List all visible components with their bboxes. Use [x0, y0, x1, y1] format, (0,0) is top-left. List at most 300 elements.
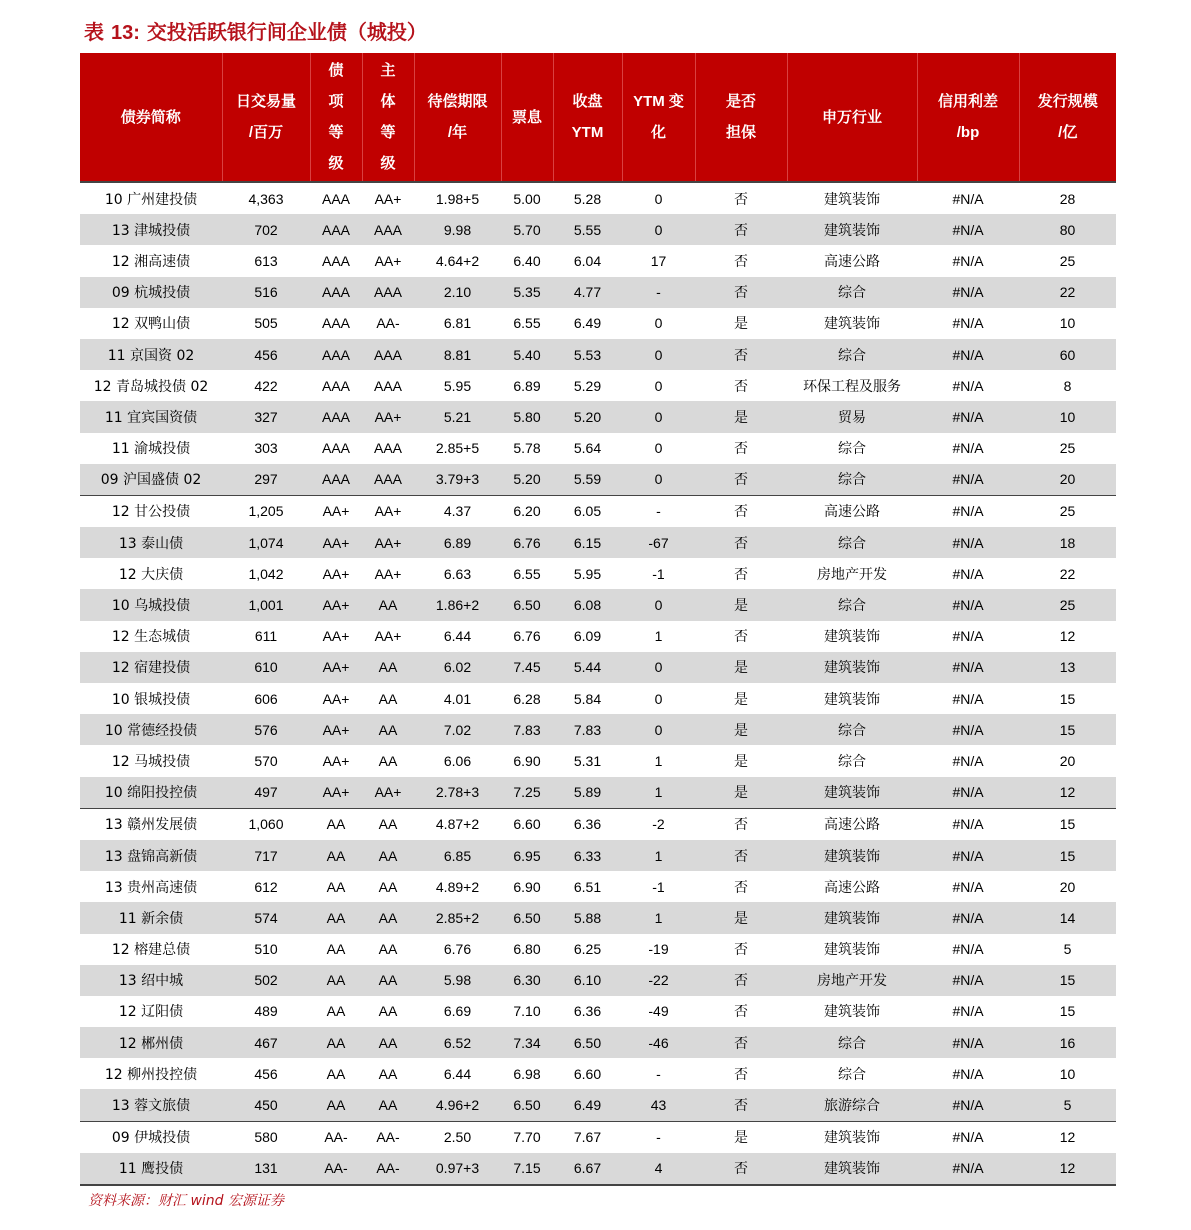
header-daily-volume [222, 53, 310, 182]
cell-ytm-change: 1 [622, 777, 695, 809]
header-guarantee-content [696, 53, 787, 181]
cell-guarantee: 是 [695, 777, 787, 809]
cell-spread: #N/A [952, 252, 984, 269]
cell-guarantee: 是 [695, 652, 787, 683]
cell-maturity: 4.96+2 [414, 1089, 501, 1121]
cell-ytm-change: -46 [622, 1027, 695, 1058]
cell-bond-rating: AA [310, 1027, 362, 1058]
cell-name: 12 宿建投债 [80, 652, 222, 683]
cell-name: 10 常德经投债 [80, 714, 222, 745]
cell-industry: 建筑装饰 [787, 840, 917, 871]
cell-industry: 建筑装饰 [787, 1121, 917, 1153]
cell-industry: 综合 [838, 1066, 866, 1083]
cell-issuer-rating: AA [378, 878, 398, 895]
cell-industry: 建筑装饰 [787, 777, 917, 809]
cell-maturity: 2.85+2 [414, 902, 501, 933]
table-row [80, 401, 1116, 432]
cell-guarantee: 是 [695, 1121, 787, 1153]
header-name [80, 53, 222, 182]
cell-ytm: 5.59 [553, 464, 622, 496]
cell-bond-rating: AAA [310, 339, 362, 370]
cell-guarantee: 否 [695, 277, 787, 308]
source-note: 资料来源：财汇 wind 宏源证券 [88, 1193, 284, 1209]
cell-issuer-rating: AAA [362, 214, 414, 245]
cell-name: 09 沪国盛债 02 [80, 464, 222, 496]
cell-ytm: 6.51 [573, 878, 602, 895]
cell-guarantee: 否 [734, 629, 748, 646]
cell-name: 12 辽阳债 [118, 1004, 184, 1021]
cell-size: 10 [1059, 1065, 1076, 1082]
cell-guarantee: 否 [695, 495, 787, 527]
cell-issuer-rating: AA [378, 690, 398, 707]
cell-size: 80 [1019, 214, 1116, 245]
cell-volume: 611 [254, 628, 278, 645]
header-bond-rating [310, 53, 362, 182]
cell-industry: 综合 [787, 589, 917, 620]
cell-spread: #N/A [917, 495, 1019, 527]
cell-size: 15 [1019, 714, 1116, 745]
cell-coupon: 7.25 [501, 777, 553, 809]
cell-coupon: 5.70 [501, 214, 553, 245]
cell-name: 09 伊城投债 [80, 1121, 222, 1153]
cell-issuer-rating: AA [362, 714, 414, 745]
cell-volume: 1,060 [222, 808, 310, 840]
header-industry-content [788, 53, 917, 181]
cell-bond-rating: AA+ [322, 565, 350, 582]
cell-spread: #N/A [917, 1089, 1019, 1121]
cell-size: 15 [1019, 965, 1116, 996]
cell-size: 18 [1019, 527, 1116, 558]
cell-bond-rating: AA+ [310, 589, 362, 620]
cell-issuer-rating: AA+ [374, 628, 402, 645]
table-row [80, 589, 1116, 620]
cell-spread: #N/A [917, 902, 1019, 933]
header-issuer-rating-line: 级 [380, 154, 396, 172]
cell-volume: 574 [222, 902, 310, 933]
cell-size: 15 [1019, 840, 1116, 871]
cell-name: 12 郴州债 [80, 1027, 222, 1058]
cell-size: 20 [1019, 464, 1116, 496]
cell-maturity: 1.86+2 [414, 589, 501, 620]
cell-guarantee: 否 [734, 1004, 748, 1021]
cell-size: 60 [1019, 339, 1116, 370]
cell-maturity: 4.64+2 [435, 252, 480, 269]
cell-maturity: 6.02 [414, 652, 501, 683]
cell-spread: #N/A [917, 714, 1019, 745]
cell-name: 13 泰山债 [80, 527, 222, 558]
table-row [80, 902, 1116, 933]
cell-industry: 综合 [787, 1027, 917, 1058]
cell-issuer-rating: AAA [362, 339, 414, 370]
cell-size: 28 [1019, 182, 1116, 214]
cell-ytm-change: 17 [650, 252, 667, 269]
cell-guarantee: 否 [734, 253, 748, 270]
cell-ytm: 6.67 [553, 1153, 622, 1185]
cell-ytm: 6.49 [553, 1089, 622, 1121]
cell-coupon: 6.40 [513, 252, 541, 269]
cell-name: 12 青岛城投债 02 [93, 378, 209, 395]
cell-bond-rating: AAA [321, 315, 350, 332]
cell-volume: 303 [254, 440, 278, 457]
cell-maturity: 7.02 [414, 714, 501, 745]
cell-ytm: 6.15 [553, 527, 622, 558]
cell-bond-rating: AAA [321, 377, 350, 394]
cell-industry: 建筑装饰 [824, 942, 880, 959]
table-row [80, 965, 1116, 996]
cell-volume: 1,042 [248, 565, 284, 582]
header-maturity-content [415, 53, 501, 181]
cell-coupon: 6.50 [501, 589, 553, 620]
cell-volume: 606 [254, 690, 278, 707]
cell-ytm: 6.25 [573, 941, 602, 958]
cell-industry: 贸易 [787, 401, 917, 432]
header-coupon-content [502, 53, 553, 181]
cell-name: 12 榕建总债 [111, 942, 191, 959]
cell-ytm: 6.33 [553, 840, 622, 871]
cell-maturity: 6.89 [414, 527, 501, 558]
cell-maturity: 6.44 [443, 628, 472, 645]
cell-spread: #N/A [952, 440, 984, 457]
cell-ytm-change: - [622, 277, 695, 308]
cell-coupon: 7.45 [501, 652, 553, 683]
cell-ytm-change: -67 [622, 527, 695, 558]
cell-issuer-rating: AA- [362, 1153, 414, 1185]
cell-coupon: 6.90 [513, 878, 541, 895]
cell-ytm-change: 0 [654, 690, 663, 707]
cell-industry: 建筑装饰 [787, 182, 917, 214]
cell-name: 11 宜宾国资债 [80, 401, 222, 432]
cell-ytm: 6.05 [553, 495, 622, 527]
cell-ytm: 5.44 [553, 652, 622, 683]
header-issue-size-line: /亿 [1058, 124, 1078, 141]
cell-volume: 497 [222, 777, 310, 809]
cell-coupon: 6.50 [501, 902, 553, 933]
cell-issuer-rating: AA [362, 902, 414, 933]
cell-ytm-change: 0 [622, 464, 695, 496]
cell-spread: #N/A [917, 339, 1019, 370]
cell-size: 12 [1059, 628, 1076, 645]
cell-ytm-change: -2 [622, 808, 695, 840]
cell-volume: 516 [222, 277, 310, 308]
header-issue-size-line: 发行规模 [1037, 92, 1098, 110]
cell-maturity: 6.63 [443, 565, 472, 582]
cell-bond-rating: AA [310, 1089, 362, 1121]
cell-ytm: 4.77 [553, 277, 622, 308]
header-bond-rating-line: 等 [328, 123, 344, 141]
cell-issuer-rating: AA+ [362, 495, 414, 527]
table-row [80, 464, 1116, 496]
cell-ytm-change: 0 [622, 589, 695, 620]
cell-issuer-rating: AA [378, 1003, 398, 1020]
table-row [80, 214, 1116, 245]
cell-bond-rating: AAA [310, 182, 362, 214]
cell-coupon: 6.55 [513, 315, 541, 332]
cell-issuer-rating: AAA [373, 377, 402, 394]
cell-bond-rating: AA [326, 1065, 346, 1082]
cell-coupon: 6.50 [501, 1089, 553, 1121]
cell-spread: #N/A [917, 214, 1019, 245]
cell-maturity: 9.98 [414, 214, 501, 245]
cell-name: 13 贵州高速债 [104, 879, 198, 896]
cell-name: 13 盘锦高新债 [80, 840, 222, 871]
cell-name: 12 马城投债 [111, 753, 191, 770]
cell-name: 12 生态城债 [111, 629, 191, 646]
cell-ytm-change: 0 [622, 214, 695, 245]
cell-name: 11 新余债 [80, 902, 222, 933]
cell-coupon: 6.95 [501, 840, 553, 871]
cell-maturity: 1.98+5 [414, 182, 501, 214]
cell-issuer-rating: AA- [376, 315, 400, 332]
cell-volume: 327 [222, 401, 310, 432]
cell-issuer-rating: AA [378, 941, 398, 958]
table-row [80, 182, 1116, 214]
cell-bond-rating: AA- [310, 1121, 362, 1153]
cell-volume: 489 [254, 1003, 278, 1020]
cell-size: 20 [1059, 878, 1076, 895]
table-row [80, 495, 1116, 527]
cell-bond-rating: AA [310, 902, 362, 933]
cell-issuer-rating: AA [378, 752, 398, 769]
cell-volume: 450 [222, 1089, 310, 1121]
cell-coupon: 6.80 [513, 941, 541, 958]
cell-volume: 1,001 [222, 589, 310, 620]
cell-industry: 综合 [787, 527, 917, 558]
header-issuer-rating-line: 体 [380, 92, 396, 110]
cell-guarantee: 是 [695, 902, 787, 933]
cell-bond-rating: AA [310, 808, 362, 840]
cell-ytm-change: -22 [622, 965, 695, 996]
cell-name: 12 甘公投债 [80, 495, 222, 527]
table-row [80, 433, 1116, 464]
cell-issuer-rating: AA [362, 652, 414, 683]
bond-table [80, 53, 1116, 1186]
cell-industry: 综合 [787, 464, 917, 496]
cell-bond-rating: AAA [321, 252, 350, 269]
cell-name: 12 大庆债 [118, 566, 184, 583]
cell-volume: 702 [222, 214, 310, 245]
cell-industry: 建筑装饰 [787, 652, 917, 683]
cell-industry: 综合 [787, 714, 917, 745]
cell-ytm: 5.28 [553, 182, 622, 214]
cell-ytm-change: 0 [622, 714, 695, 745]
cell-coupon: 5.20 [501, 464, 553, 496]
cell-bond-rating: AA- [310, 1153, 362, 1185]
header-daily-volume-line: /百万 [248, 124, 284, 141]
cell-coupon: 7.10 [513, 1003, 541, 1020]
cell-guarantee: 否 [734, 566, 748, 583]
cell-name: 12 湘高速债 [111, 253, 191, 270]
cell-name: 13 蓉文旅债 [80, 1089, 222, 1121]
table-row [80, 871, 1116, 902]
cell-maturity: 6.69 [443, 1003, 472, 1020]
header-maturity-line: /年 [447, 124, 468, 141]
cell-maturity: 6.52 [414, 1027, 501, 1058]
cell-coupon: 6.76 [501, 527, 553, 558]
table-row [80, 277, 1116, 308]
cell-maturity: 4.87+2 [414, 808, 501, 840]
cell-coupon: 7.15 [501, 1153, 553, 1185]
header-maturity [414, 53, 501, 182]
cell-name: 10 绵阳投控债 [80, 777, 222, 809]
cell-maturity: 2.78+3 [414, 777, 501, 809]
cell-ytm: 5.84 [573, 690, 602, 707]
cell-industry: 建筑装饰 [787, 214, 917, 245]
header-name-line: 债券简称 [120, 107, 181, 126]
cell-maturity: 0.97+3 [414, 1153, 501, 1185]
cell-spread: #N/A [952, 752, 984, 769]
cell-guarantee: 是 [734, 691, 748, 708]
cell-coupon: 5.00 [501, 182, 553, 214]
table-row [80, 934, 1116, 965]
cell-coupon: 6.30 [501, 965, 553, 996]
cell-maturity: 3.79+3 [414, 464, 501, 496]
cell-bond-rating: AA [326, 941, 346, 958]
cell-name: 13 赣州发展债 [80, 808, 222, 840]
cell-guarantee: 否 [695, 965, 787, 996]
cell-bond-rating: AAA [310, 464, 362, 496]
cell-volume: 613 [254, 252, 278, 269]
cell-industry: 高速公路 [787, 808, 917, 840]
table-row [80, 1089, 1116, 1121]
cell-guarantee: 否 [734, 942, 748, 959]
cell-ytm-change: - [622, 1121, 695, 1153]
cell-size: 25 [1019, 589, 1116, 620]
cell-bond-rating: AA [310, 840, 362, 871]
cell-guarantee: 否 [695, 182, 787, 214]
cell-ytm: 5.89 [553, 777, 622, 809]
cell-name: 13 津城投债 [80, 214, 222, 245]
cell-ytm-change: -1 [652, 565, 665, 582]
cell-bond-rating: AAA [321, 440, 350, 457]
cell-ytm: 5.95 [573, 565, 602, 582]
cell-size: 22 [1059, 565, 1076, 582]
header-daily-volume-line: 日交易量 [235, 92, 296, 110]
cell-ytm: 6.04 [573, 252, 602, 269]
cell-industry: 房地产开发 [817, 566, 887, 583]
table-row [80, 1121, 1116, 1153]
cell-spread: #N/A [917, 1121, 1019, 1153]
cell-spread: #N/A [917, 840, 1019, 871]
cell-maturity: 4.01 [443, 690, 472, 707]
table-row [80, 308, 1116, 339]
cell-maturity: 2.50 [414, 1121, 501, 1153]
cell-ytm-change: 1 [654, 752, 663, 769]
header-credit-spread-line: 信用利差 [937, 92, 998, 110]
cell-ytm-change: - [622, 495, 695, 527]
header-bond-rating-line: 债 [328, 61, 344, 79]
cell-ytm-change: 0 [622, 652, 695, 683]
cell-spread: #N/A [917, 527, 1019, 558]
cell-size: 15 [1019, 808, 1116, 840]
cell-volume: 422 [254, 377, 278, 394]
cell-ytm-change: 0 [654, 315, 663, 332]
header-ytm-change-line: YTM 变 [633, 93, 684, 110]
cell-spread: #N/A [917, 401, 1019, 432]
table-row [80, 808, 1116, 840]
cell-spread: #N/A [952, 1003, 984, 1020]
cell-bond-rating: AA+ [322, 628, 350, 645]
cell-name: 13 绍中城 [80, 965, 222, 996]
cell-spread: #N/A [952, 690, 984, 707]
table-title [84, 16, 427, 48]
header-credit-spread [917, 53, 1019, 182]
cell-ytm-change: - [656, 1065, 661, 1082]
table-row [80, 558, 1116, 589]
cell-bond-rating: AAA [310, 401, 362, 432]
cell-ytm-change: 43 [622, 1089, 695, 1121]
table-row [80, 652, 1116, 683]
cell-coupon: 5.78 [513, 440, 541, 457]
table-row [80, 777, 1116, 809]
cell-issuer-rating: AA [362, 1027, 414, 1058]
cell-coupon: 6.60 [501, 808, 553, 840]
header-daily-volume-content [223, 53, 310, 181]
table-row [80, 527, 1116, 558]
header-closing-ytm-line: YTM [571, 124, 604, 141]
cell-guarantee: 否 [695, 1027, 787, 1058]
cell-ytm-change: -1 [652, 878, 665, 895]
cell-maturity: 5.98 [414, 965, 501, 996]
header-bond-rating-line: 级 [328, 154, 344, 172]
cell-ytm: 6.36 [553, 808, 622, 840]
table-row [80, 683, 1116, 714]
cell-bond-rating: AA+ [310, 777, 362, 809]
cell-name: 11 渝城投债 [111, 441, 191, 458]
cell-size: 12 [1019, 777, 1116, 809]
header-industry-line: 申万行业 [821, 107, 882, 126]
cell-spread: #N/A [952, 315, 984, 332]
cell-name: 12 双鸭山债 [111, 316, 191, 333]
cell-ytm: 6.36 [573, 1003, 602, 1020]
cell-volume: 1,074 [222, 527, 310, 558]
cell-spread: #N/A [917, 589, 1019, 620]
cell-spread: #N/A [917, 652, 1019, 683]
cell-guarantee: 否 [734, 441, 748, 458]
bond-table-container [80, 53, 1116, 1186]
cell-volume: 570 [254, 752, 278, 769]
cell-bond-rating: AA+ [310, 527, 362, 558]
cell-spread: #N/A [917, 464, 1019, 496]
cell-guarantee: 否 [695, 339, 787, 370]
cell-ytm-change: 0 [622, 182, 695, 214]
header-guarantee-line: 担保 [725, 123, 756, 141]
cell-maturity: 2.10 [414, 277, 501, 308]
cell-coupon: 6.20 [501, 495, 553, 527]
cell-bond-rating: AA+ [310, 652, 362, 683]
header-maturity-line: 待偿期限 [427, 92, 488, 110]
cell-guarantee: 是 [695, 589, 787, 620]
table-row [80, 245, 1116, 276]
cell-guarantee: 否 [695, 1153, 787, 1185]
header-credit-spread-content [918, 53, 1019, 181]
cell-ytm-change: -19 [648, 941, 669, 958]
cell-volume: 1,205 [222, 495, 310, 527]
header-issuer-rating-line: 主 [380, 61, 396, 79]
cell-issuer-rating: AAA [362, 277, 414, 308]
cell-ytm-change: 0 [622, 401, 695, 432]
cell-maturity: 4.37 [414, 495, 501, 527]
cell-volume: 612 [254, 878, 278, 895]
cell-size: 25 [1059, 440, 1076, 457]
header-issue-size [1019, 53, 1116, 182]
cell-industry: 高速公路 [787, 495, 917, 527]
cell-guarantee: 否 [695, 527, 787, 558]
cell-size: 15 [1059, 690, 1076, 707]
cell-spread: #N/A [952, 941, 984, 958]
cell-maturity: 5.21 [414, 401, 501, 432]
cell-industry: 建筑装饰 [824, 1004, 880, 1021]
cell-ytm: 5.55 [553, 214, 622, 245]
